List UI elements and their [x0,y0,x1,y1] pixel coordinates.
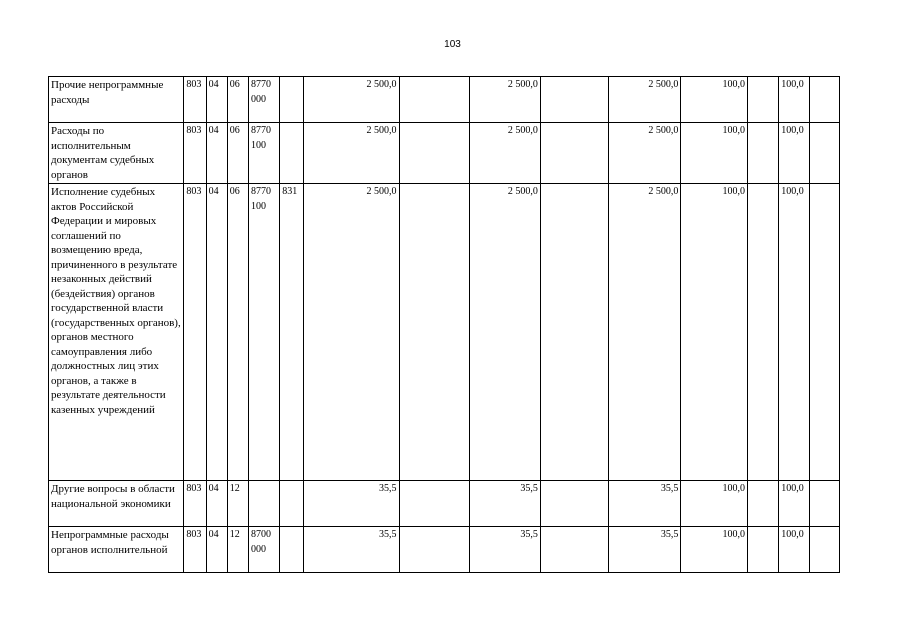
target-article-code: 8700 000 [248,527,279,573]
amount-2: 2 500,0 [470,184,541,481]
section-code: 04 [206,184,227,481]
empty-cell [399,481,470,527]
row-name: Прочие непрограммные расходы [49,77,184,123]
empty-cell [809,184,839,481]
table-row [49,527,840,573]
section-code: 04 [206,77,227,123]
empty-cell [540,184,608,481]
percent-1: 100,0 [681,481,748,527]
percent-2: 100,0 [779,77,809,123]
empty-cell [540,481,608,527]
percent-1: 100,0 [681,527,748,573]
amount-3: 2 500,0 [608,123,681,184]
section-code: 04 [206,527,227,573]
ved-code: 803 [184,184,206,481]
amount-3: 35,5 [608,481,681,527]
empty-cell [540,77,608,123]
amount-1: 2 500,0 [303,77,399,123]
empty-cell [747,77,778,123]
amount-3: 2 500,0 [608,184,681,481]
expense-type-code [280,481,303,527]
table-row [49,77,840,123]
empty-cell [809,123,839,184]
percent-1: 100,0 [681,77,748,123]
amount-1: 35,5 [303,481,399,527]
target-article-code: 8770 100 [248,123,279,184]
ved-code: 803 [184,123,206,184]
table-row [49,123,840,184]
subsection-code: 12 [227,481,248,527]
budget-table [48,76,840,573]
percent-2: 100,0 [779,184,809,481]
amount-2: 35,5 [470,481,541,527]
empty-cell [747,123,778,184]
empty-cell [540,527,608,573]
table-row [49,481,840,527]
amount-1: 2 500,0 [303,123,399,184]
subsection-code: 12 [227,527,248,573]
empty-cell [399,77,470,123]
empty-cell [809,77,839,123]
amount-1: 35,5 [303,527,399,573]
percent-2: 100,0 [779,527,809,573]
percent-1: 100,0 [681,123,748,184]
empty-cell [809,481,839,527]
empty-cell [540,123,608,184]
row-name: Непрограммные расходы органов исполнительной [49,527,184,573]
expense-type-code [280,77,303,123]
empty-cell [399,123,470,184]
section-code: 04 [206,481,227,527]
percent-2: 100,0 [779,481,809,527]
amount-2: 35,5 [470,527,541,573]
percent-2: 100,0 [779,123,809,184]
empty-cell [747,481,778,527]
empty-cell [747,184,778,481]
target-article-code: 8770 100 [248,184,279,481]
empty-cell [399,527,470,573]
expense-type-code [280,527,303,573]
subsection-code: 06 [227,77,248,123]
amount-1: 2 500,0 [303,184,399,481]
row-name: Исполнение судебных актов Российской Федерации и мировых соглашений по возмещению вреда, причиненного в результате незаконных действий (бездействия) органов государственной власти (государственных органов), органов местного самоуправления либо должностных лиц этих органов, а также в результате деятельности казенных учреждений [49,184,184,481]
expense-type-code: 831 [280,184,303,481]
empty-cell [747,527,778,573]
table-row [49,184,840,481]
row-name: Другие вопросы в области национальной экономики [49,481,184,527]
amount-3: 35,5 [608,527,681,573]
ved-code: 803 [184,77,206,123]
amount-2: 2 500,0 [470,77,541,123]
target-article-code [248,481,279,527]
amount-2: 2 500,0 [470,123,541,184]
page-number: 103 [444,39,461,50]
empty-cell [809,527,839,573]
amount-3: 2 500,0 [608,77,681,123]
percent-1: 100,0 [681,184,748,481]
section-code: 04 [206,123,227,184]
expense-type-code [280,123,303,184]
row-name: Расходы по исполнительным документам судебных органов [49,123,184,184]
target-article-code: 8770 000 [248,77,279,123]
empty-cell [399,184,470,481]
subsection-code: 06 [227,123,248,184]
subsection-code: 06 [227,184,248,481]
ved-code: 803 [184,527,206,573]
ved-code: 803 [184,481,206,527]
